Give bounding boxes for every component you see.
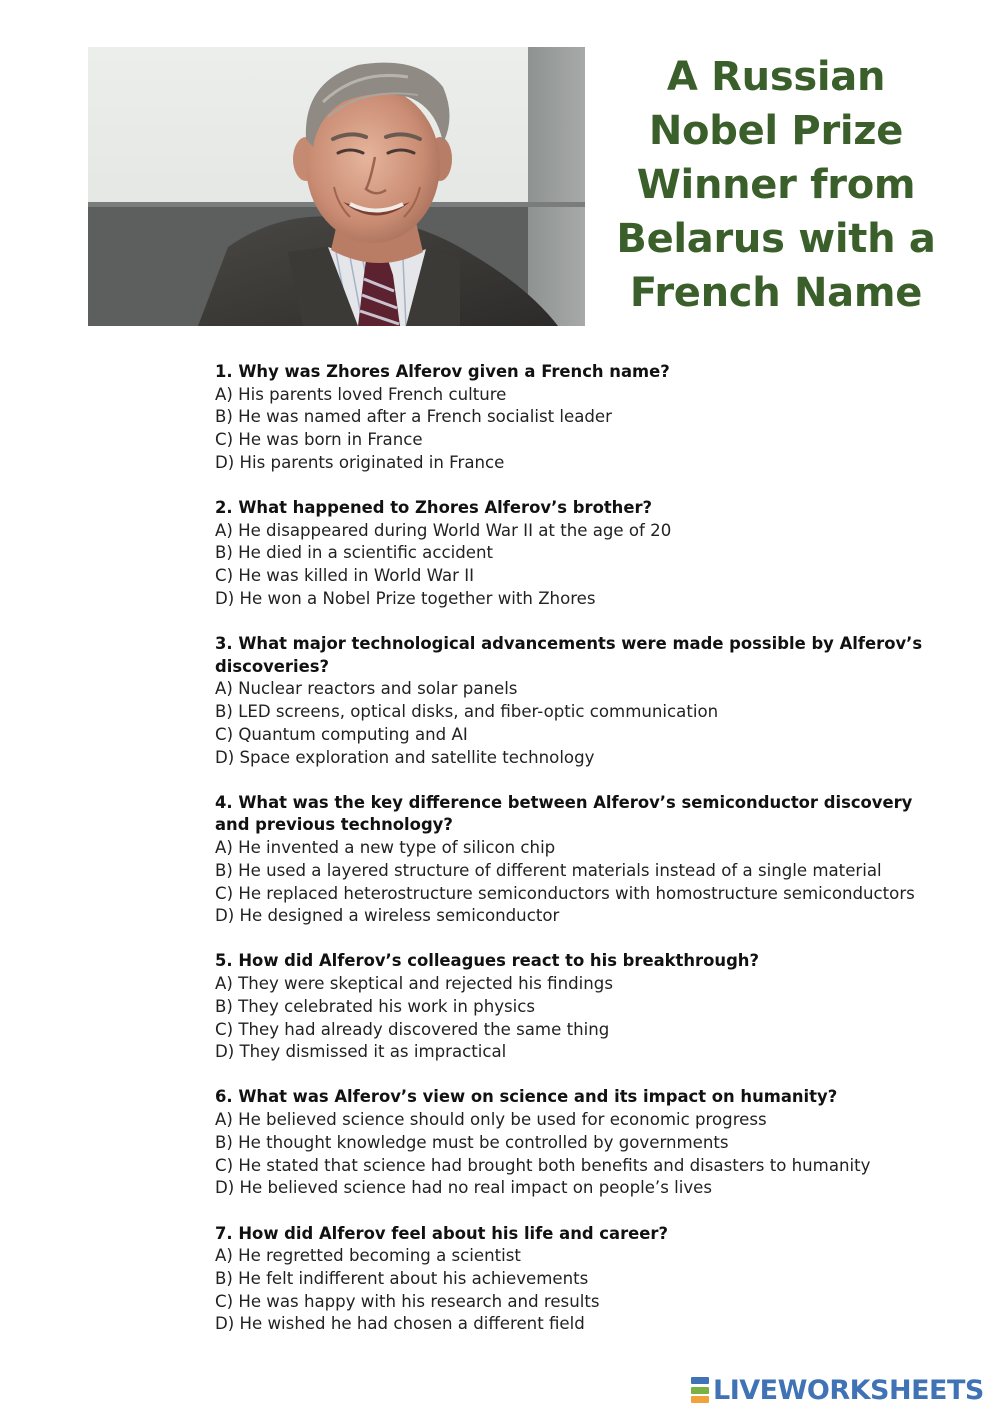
question-text: 6. What was Alferov’s view on science and its impact on humanity? [215, 1087, 838, 1107]
question-text: 3. What major technological advancements were made possible by Alferov’s discoveries? [215, 634, 923, 676]
answer-option-a[interactable]: A) His parents loved French culture [215, 384, 507, 404]
answer-option-d[interactable]: D) He won a Nobel Prize together with Zhores [215, 588, 596, 608]
answer-option-a[interactable]: A) He disappeared during World War II at the age of 20 [215, 520, 672, 540]
answer-option-b[interactable]: B) He felt indifferent about his achievements [215, 1268, 589, 1288]
logo-blocks-icon [691, 1377, 709, 1403]
answer-option-a[interactable]: A) He regretted becoming a scientist [215, 1246, 521, 1266]
answer-option-a[interactable]: A) He invented a new type of silicon chip [215, 838, 556, 858]
answer-option-b[interactable]: B) LED screens, optical disks, and fiber-optic communication [215, 702, 719, 722]
answer-option-a[interactable]: A) He believed science should only be used for economic progress [215, 1110, 767, 1130]
answer-option-d[interactable]: D) He believed science had no real impact on people’s lives [215, 1178, 713, 1198]
answer-option-c[interactable]: C) He was happy with his research and results [215, 1291, 600, 1311]
quiz-container [215, 361, 945, 1359]
answer-option-c[interactable]: C) He replaced heterostructure semiconductors with homostructure semiconductors [215, 883, 915, 903]
answer-option-c[interactable]: C) He was born in France [215, 430, 423, 450]
question-text: 2. What happened to Zhores Alferov’s brother? [215, 498, 653, 518]
question-text: 1. Why was Zhores Alferov given a French name? [215, 362, 670, 381]
question-5 [215, 950, 945, 1064]
question-3 [215, 633, 945, 769]
answer-option-d[interactable]: D) He designed a wireless semiconductor [215, 906, 560, 926]
question-2 [215, 497, 945, 611]
answer-option-d[interactable]: D) He wished he had chosen a different field [215, 1314, 585, 1334]
logo-text: LIVEWORKSHEETS [713, 1374, 984, 1406]
question-1 [215, 361, 945, 475]
answer-option-d[interactable]: D) They dismissed it as impractical [215, 1042, 507, 1062]
question-6 [215, 1086, 945, 1200]
answer-option-c[interactable]: C) He was killed in World War II [215, 566, 475, 586]
answer-option-b[interactable]: B) He thought knowledge must be controlled by governments [215, 1132, 729, 1152]
answer-option-a[interactable]: A) They were skeptical and rejected his findings [215, 974, 613, 994]
answer-option-d[interactable]: D) His parents originated in France [215, 452, 505, 472]
question-text: 7. How did Alferov feel about his life and career? [215, 1223, 668, 1243]
portrait-photo [88, 47, 585, 326]
question-text: 5. How did Alferov’s colleagues react to his breakthrough? [215, 951, 759, 971]
liveworksheets-logo [691, 1374, 984, 1406]
answer-option-b[interactable]: B) They celebrated his work in physics [215, 996, 536, 1016]
answer-option-d[interactable]: D) Space exploration and satellite technology [215, 747, 595, 767]
answer-option-a[interactable]: A) Nuclear reactors and solar panels [215, 679, 518, 699]
question-7 [215, 1223, 945, 1337]
question-4 [215, 792, 945, 928]
answer-option-c[interactable]: C) They had already discovered the same thing [215, 1019, 610, 1039]
answer-option-b[interactable]: B) He was named after a French socialist leader [215, 407, 612, 427]
page-title: A Russian Nobel Prize Winner from Belarus with a French Name [616, 54, 936, 316]
answer-option-c[interactable]: C) Quantum computing and AI [215, 724, 468, 744]
answer-option-b[interactable]: B) He used a layered structure of different materials instead of a single material [215, 860, 882, 880]
answer-option-c[interactable]: C) He stated that science had brought both benefits and disasters to humanity [215, 1155, 871, 1175]
answer-option-b[interactable]: B) He died in a scientific accident [215, 543, 493, 563]
question-text: 4. What was the key difference between Alferov’s semiconductor discovery and previous technology? [215, 792, 913, 835]
